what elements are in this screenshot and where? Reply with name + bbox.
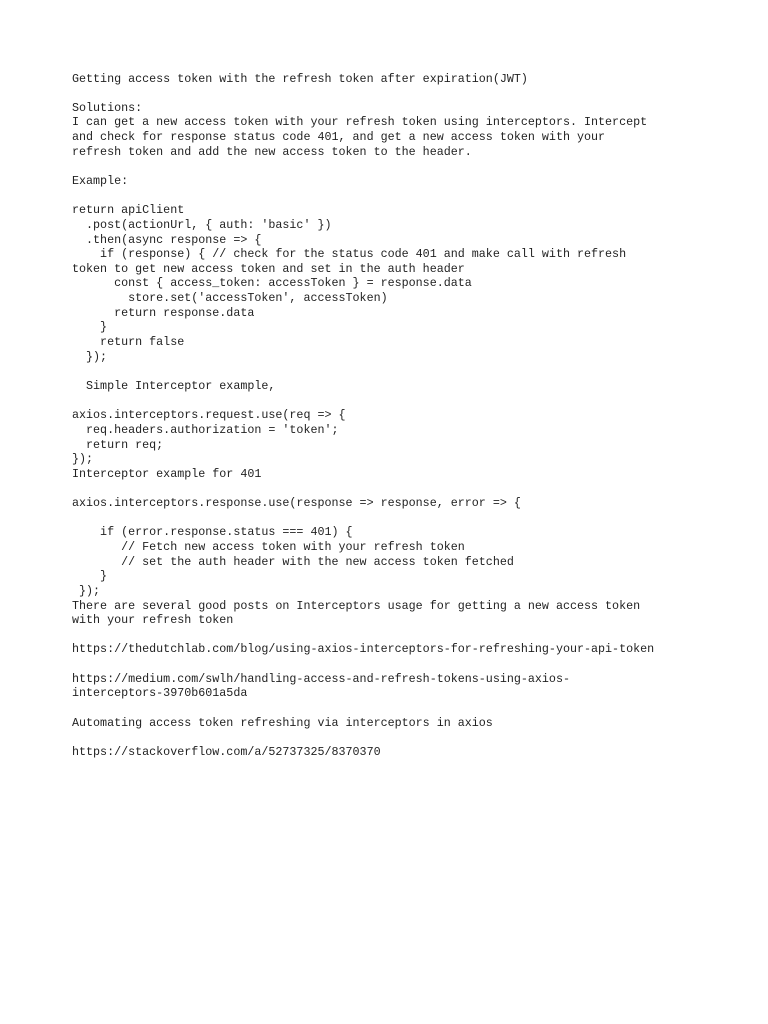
link-text-line[interactable]: https://thedutchlab.com/blog/using-axios-interceptors-for-refreshing-your-api-token: [72, 642, 655, 657]
blank-line: [72, 730, 654, 745]
text-line: return apiClient: [72, 203, 185, 218]
text-line: Example:: [72, 173, 129, 188]
blank-line: [72, 86, 654, 101]
text-line: });: [72, 349, 108, 364]
text-line: refresh token and add the new access token to the header.: [72, 144, 472, 159]
text-line: .post(actionUrl, { auth: 'basic' }): [72, 217, 332, 232]
blank-line: [72, 481, 654, 496]
text-line: Simple Interceptor example,: [72, 378, 276, 393]
blank-line: [72, 657, 654, 672]
document-body: [72, 72, 654, 760]
text-line: token to get new access token and set in the auth header: [72, 261, 465, 276]
text-line: if (response) { // check for the status code 401 and make call with refresh: [72, 247, 627, 262]
blank-line: [72, 394, 654, 409]
blank-line: [72, 701, 654, 716]
link-text-line[interactable]: https://medium.com/swlh/handling-access-and-refresh-tokens-using-axios-: [72, 671, 570, 686]
text-line: Automating access token refreshing via interceptors in axios: [72, 715, 493, 730]
text-line: axios.interceptors.request.use(req => {: [72, 408, 346, 423]
blank-line: [72, 511, 654, 526]
text-line: Solutions:: [72, 100, 143, 115]
text-line: Interceptor example for 401: [72, 466, 262, 481]
text-line: const { access_token: accessToken } = response.data: [72, 276, 472, 291]
text-line: return req;: [72, 437, 164, 452]
blank-line: [72, 628, 654, 643]
blank-line: [72, 364, 654, 379]
text-line: I can get a new access token with your refresh token using interceptors. Intercept: [72, 115, 648, 130]
text-line: }: [72, 569, 108, 584]
text-line: Getting access token with the refresh token after expiration(JWT): [72, 71, 528, 86]
link-text-line[interactable]: https://stackoverflow.com/a/52737325/8370370: [72, 744, 381, 759]
link-text-line[interactable]: interceptors-3970b601a5da: [72, 686, 248, 701]
text-line: There are several good posts on Interceptors usage for getting a new access token: [72, 598, 641, 613]
text-line: axios.interceptors.response.use(response => response, error => {: [72, 496, 521, 511]
blank-line: [72, 189, 654, 204]
text-line: .then(async response => {: [72, 232, 262, 247]
text-line: // set the auth header with the new access token fetched: [72, 554, 514, 569]
text-line: and check for response status code 401, and get a new access token with your: [72, 130, 606, 145]
blank-line: [72, 159, 654, 174]
text-line: });: [72, 452, 94, 467]
text-line: // Fetch new access token with your refresh token: [72, 540, 465, 554]
text-line: store.set('accessToken', accessToken): [72, 291, 388, 306]
text-line: with your refresh token: [72, 613, 234, 628]
text-line: }: [72, 320, 108, 335]
text-line: });: [72, 583, 101, 598]
text-line: req.headers.authorization = 'token';: [72, 422, 339, 437]
text-line: return false: [72, 335, 185, 350]
text-line: if (error.response.status === 401) {: [72, 525, 353, 540]
text-line: return response.data: [72, 305, 255, 320]
